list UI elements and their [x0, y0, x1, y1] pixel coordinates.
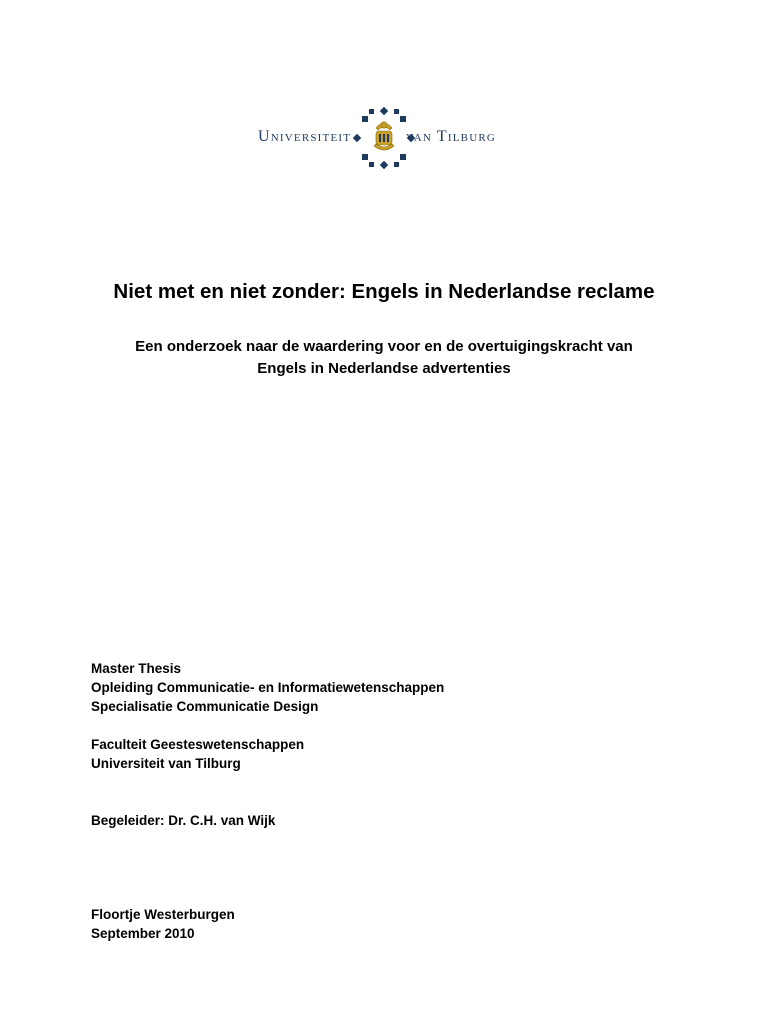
program-info	[91, 659, 651, 716]
thesis-subtitle	[84, 336, 684, 380]
supervisor-line: Begeleider: Dr. C.H. van Wijk	[91, 813, 276, 828]
logo-text-left: Universiteit	[258, 128, 352, 145]
university-logo	[0, 106, 768, 170]
subtitle-line-2: Engels in Nederlandse advertenties	[257, 360, 511, 377]
program-line-study: Opleiding Communicatie- en Informatiewetenschappen	[91, 680, 445, 695]
faculty-info	[91, 735, 651, 773]
thesis-date: September 2010	[91, 926, 195, 941]
faculty-line-university: Universiteit van Tilburg	[91, 756, 241, 771]
supervisor-info	[91, 811, 651, 830]
program-line-degree: Master Thesis	[91, 661, 182, 676]
author-name: Floortje Westerburgen	[91, 907, 235, 922]
author-info	[91, 905, 651, 943]
thesis-title: Niet met en niet zonder: Engels in Nederlandse reclame	[113, 280, 655, 303]
faculty-line-name: Faculteit Geesteswetenschappen	[91, 737, 305, 752]
logo-text-right: van Tilburg	[406, 128, 497, 145]
subtitle-line-1: Een onderzoek naar de waardering voor en de overtuigingskracht van	[135, 338, 633, 355]
program-line-specialisation: Specialisatie Communicatie Design	[91, 699, 319, 714]
